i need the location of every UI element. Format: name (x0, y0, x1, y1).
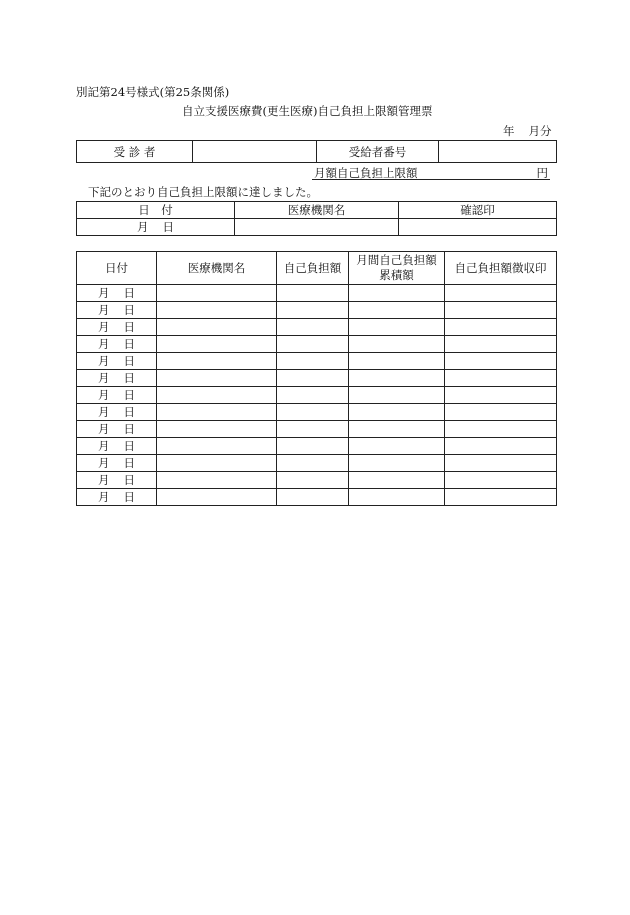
row-copay-cell[interactable] (277, 472, 349, 489)
row-copay-cell[interactable] (277, 336, 349, 353)
row-institution-cell[interactable] (157, 472, 277, 489)
table-row (77, 285, 557, 302)
table-row (77, 421, 557, 438)
row-date-cell[interactable] (77, 489, 157, 506)
row-copay-cell[interactable] (277, 353, 349, 370)
row-stamp-cell[interactable] (445, 353, 557, 370)
confirm-table (76, 201, 557, 236)
row-copay-cell[interactable] (277, 387, 349, 404)
month-label: 月 (98, 473, 110, 487)
row-date-cell[interactable] (77, 455, 157, 472)
row-institution-cell[interactable] (157, 336, 277, 353)
date-line (503, 123, 552, 139)
confirm-institution-cell[interactable] (235, 219, 399, 236)
table-row (77, 404, 557, 421)
month-label: 月 (98, 388, 110, 402)
row-stamp-cell[interactable] (445, 336, 557, 353)
row-stamp-cell[interactable] (445, 472, 557, 489)
row-date-cell[interactable] (77, 370, 157, 387)
form-id: 別記第24号様式(第25条関係) (76, 85, 230, 99)
table-row (77, 472, 557, 489)
row-institution-cell[interactable] (157, 285, 277, 302)
row-stamp-cell[interactable] (445, 421, 557, 438)
recipient-number-field[interactable] (439, 141, 557, 163)
monthly-limit-label: 月額自己負担上限額 (314, 166, 418, 180)
day-label: 日 (123, 320, 135, 334)
confirm-date-header: 日 付 (77, 202, 235, 219)
row-date-cell[interactable] (77, 302, 157, 319)
row-monthly-cumulative-cell[interactable] (349, 455, 445, 472)
row-stamp-cell[interactable] (445, 489, 557, 506)
day-label: 日 (123, 388, 135, 402)
row-date-cell[interactable] (77, 472, 157, 489)
row-institution-cell[interactable] (157, 353, 277, 370)
day-label: 日 (123, 456, 135, 470)
row-monthly-cumulative-cell[interactable] (349, 404, 445, 421)
row-monthly-cumulative-cell[interactable] (349, 489, 445, 506)
row-copay-cell[interactable] (277, 404, 349, 421)
month-label: 月 (98, 405, 110, 419)
record-table (76, 251, 557, 506)
month-label: 月 (137, 220, 149, 234)
month-label: 月 (98, 303, 110, 317)
row-monthly-cumulative-cell[interactable] (349, 472, 445, 489)
page-title: 自立支援医療費(更生医療)自己負担上限額管理票 (182, 104, 433, 118)
row-monthly-cumulative-cell[interactable] (349, 319, 445, 336)
row-date-cell[interactable] (77, 438, 157, 455)
row-stamp-cell[interactable] (445, 285, 557, 302)
day-label: 日 (123, 303, 135, 317)
row-copay-cell[interactable] (277, 489, 349, 506)
day-label: 日 (123, 439, 135, 453)
month-label: 月 (98, 354, 110, 368)
month-label: 月分 (528, 124, 552, 138)
row-institution-cell[interactable] (157, 370, 277, 387)
table-row (77, 336, 557, 353)
row-stamp-cell[interactable] (445, 302, 557, 319)
month-label: 月 (98, 320, 110, 334)
monthly-limit-line[interactable] (312, 165, 550, 180)
row-copay-cell[interactable] (277, 438, 349, 455)
row-date-cell[interactable] (77, 387, 157, 404)
row-monthly-cumulative-cell[interactable] (349, 438, 445, 455)
row-date-cell[interactable] (77, 319, 157, 336)
table-row (77, 438, 557, 455)
day-label: 日 (123, 354, 135, 368)
confirm-stamp-header: 確認印 (399, 202, 557, 219)
table-row (77, 319, 557, 336)
row-monthly-cumulative-cell[interactable] (349, 421, 445, 438)
row-date-cell[interactable] (77, 285, 157, 302)
notice-text: 下記のとおり自己負担上限額に達しました。 (88, 185, 318, 199)
day-label: 日 (123, 337, 135, 351)
year-label: 年 (503, 124, 515, 138)
row-institution-cell[interactable] (157, 302, 277, 319)
month-label: 月 (98, 286, 110, 300)
day-label: 日 (123, 371, 135, 385)
row-date-cell[interactable] (77, 336, 157, 353)
day-label: 日 (123, 286, 135, 300)
day-label: 日 (123, 422, 135, 436)
row-stamp-cell[interactable] (445, 455, 557, 472)
patient-label: 受 診 者 (77, 141, 193, 163)
table-row (77, 455, 557, 472)
table-row (77, 353, 557, 370)
date-header: 日付 (77, 252, 157, 285)
row-copay-cell[interactable] (277, 421, 349, 438)
table-row (77, 302, 557, 319)
row-copay-cell[interactable] (277, 285, 349, 302)
monthly-cumulative-header-line1: 月間自己負担額 (356, 253, 437, 267)
monthly-cumulative-header-line2: 累積額 (379, 268, 414, 282)
month-label: 月 (98, 337, 110, 351)
monthly-cumulative-header (349, 252, 445, 285)
row-stamp-cell[interactable] (445, 370, 557, 387)
row-stamp-cell[interactable] (445, 438, 557, 455)
confirm-date-cell[interactable] (77, 219, 235, 236)
row-institution-cell[interactable] (157, 404, 277, 421)
institution-header: 医療機関名 (157, 252, 277, 285)
patient-field[interactable] (193, 141, 317, 163)
day-label: 日 (123, 490, 135, 504)
day-label: 日 (123, 405, 135, 419)
row-monthly-cumulative-cell[interactable] (349, 285, 445, 302)
month-label: 月 (98, 422, 110, 436)
row-stamp-cell[interactable] (445, 319, 557, 336)
row-monthly-cumulative-cell[interactable] (349, 387, 445, 404)
confirm-stamp-cell[interactable] (399, 219, 557, 236)
row-institution-cell[interactable] (157, 319, 277, 336)
month-label: 月 (98, 490, 110, 504)
row-copay-cell[interactable] (277, 455, 349, 472)
row-copay-cell[interactable] (277, 319, 349, 336)
month-label: 月 (98, 456, 110, 470)
row-date-cell[interactable] (77, 404, 157, 421)
row-monthly-cumulative-cell[interactable] (349, 353, 445, 370)
copay-header: 自己負担額 (277, 252, 349, 285)
row-date-cell[interactable] (77, 353, 157, 370)
month-label: 月 (98, 439, 110, 453)
table-row (77, 387, 557, 404)
row-copay-cell[interactable] (277, 302, 349, 319)
row-stamp-cell[interactable] (445, 404, 557, 421)
row-stamp-cell[interactable] (445, 387, 557, 404)
month-label: 月 (98, 371, 110, 385)
day-label: 日 (123, 473, 135, 487)
table-row (77, 370, 557, 387)
recipient-number-label: 受給者番号 (317, 141, 439, 163)
row-institution-cell[interactable] (157, 489, 277, 506)
row-monthly-cumulative-cell[interactable] (349, 302, 445, 319)
collection-stamp-header: 自己負担額徴収印 (445, 252, 557, 285)
row-date-cell[interactable] (77, 421, 157, 438)
monthly-limit-unit: 円 (536, 166, 548, 180)
day-label: 日 (162, 220, 174, 234)
row-copay-cell[interactable] (277, 370, 349, 387)
confirm-institution-header: 医療機関名 (235, 202, 399, 219)
table-row (77, 489, 557, 506)
patient-table (76, 140, 557, 163)
row-institution-cell[interactable] (157, 438, 277, 455)
row-institution-cell[interactable] (157, 421, 277, 438)
row-monthly-cumulative-cell[interactable] (349, 370, 445, 387)
row-institution-cell[interactable] (157, 455, 277, 472)
row-monthly-cumulative-cell[interactable] (349, 336, 445, 353)
row-institution-cell[interactable] (157, 387, 277, 404)
